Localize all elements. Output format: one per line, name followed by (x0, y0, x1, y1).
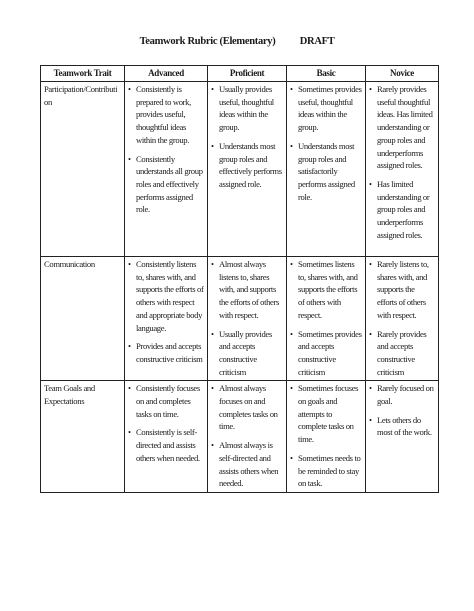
criterion-item: • Usually provides and accepts constructive criticism (211, 328, 283, 379)
advanced-cell (125, 381, 208, 493)
novice-cell (366, 82, 439, 257)
criterion-item: • Consistently understands all group roles and effectively performs assigned role. (128, 153, 204, 217)
rubric-table (40, 65, 439, 493)
table-row (41, 82, 439, 257)
criterion-item: • Sometimes needs to be reminded to stay on task. (290, 452, 362, 490)
header-novice: Novice (366, 66, 439, 82)
criterion-item: • Has limited understanding or group roles and underperforms assigned roles. (369, 178, 435, 242)
advanced-cell (125, 257, 208, 381)
criterion-item: • Understands most group roles and satisfactorily performs assigned role. (290, 140, 362, 204)
trait-cell: Team Goals and Expectations (41, 381, 125, 493)
header-advanced: Advanced (125, 66, 208, 82)
document-header (0, 36, 474, 47)
basic-cell (287, 381, 366, 493)
criterion-item: • Almost always is self-directed and assists others when needed. (211, 439, 283, 490)
proficient-cell (208, 82, 287, 257)
table-row (41, 381, 439, 493)
novice-cell (366, 257, 439, 381)
header-basic: Basic (287, 66, 366, 82)
criterion-item: • Lets others do most of the work. (369, 414, 435, 439)
trait-cell: Participation/Contribution (41, 82, 125, 257)
criterion-item: • Almost always focuses on and completes tasks on time. (211, 382, 283, 433)
proficient-cell (208, 381, 287, 493)
criterion-item: • Rarely listens to, shares with, and supports the efforts of others with respect. (369, 258, 435, 322)
basic-cell (287, 82, 366, 257)
criterion-item: • Provides and accepts constructive criticism (128, 340, 204, 365)
header-row (41, 66, 439, 82)
criterion-item: • Usually provides useful, thoughtful ideas within the group. (211, 83, 283, 134)
criterion-item: • Consistently listens to, shares with, and supports the efforts of others with respect and appropriate body language. (128, 258, 204, 334)
criterion-item: • Consistently is prepared to work, provides useful, thoughtful ideas within the group. (128, 83, 204, 147)
criterion-item: • Rarely focused on goal. (369, 382, 435, 407)
criterion-item: • Consistently is self-directed and assists others when needed. (128, 426, 204, 464)
criterion-item: • Consistently focuses on and completes tasks on time. (128, 382, 204, 420)
criterion-item: • Understands most group roles and effectively performs assigned role. (211, 140, 283, 191)
criterion-item: • Sometimes listens to, shares with, and supports the efforts of others with respect. (290, 258, 362, 322)
basic-cell (287, 257, 366, 381)
criterion-item: • Rarely provides and accepts constructive criticism (369, 328, 435, 379)
proficient-cell (208, 257, 287, 381)
table-row (41, 257, 439, 381)
novice-cell (366, 381, 439, 493)
header-teamwork-trait: Teamwork Trait (41, 66, 125, 82)
criterion-item: • Sometimes focuses on goals and attempts to complete tasks on time. (290, 382, 362, 446)
document-title: Teamwork Rubric (Elementary) (139, 36, 276, 47)
draft-label: DRAFT (299, 36, 335, 47)
header-proficient: Proficient (208, 66, 287, 82)
criterion-item: • Sometimes provides useful, thoughtful ideas within the group. (290, 83, 362, 134)
criterion-item: • Rarely provides useful thoughtful ideas. Has limited understanding or group roles and underperforms assigned roles. (369, 83, 435, 172)
criterion-item: • Almost always listens to, shares with, and supports the efforts of others with respect. (211, 258, 283, 322)
criterion-item: • Sometimes provides and accepts constructive criticism (290, 328, 362, 379)
advanced-cell (125, 82, 208, 257)
trait-cell: Communication (41, 257, 125, 381)
